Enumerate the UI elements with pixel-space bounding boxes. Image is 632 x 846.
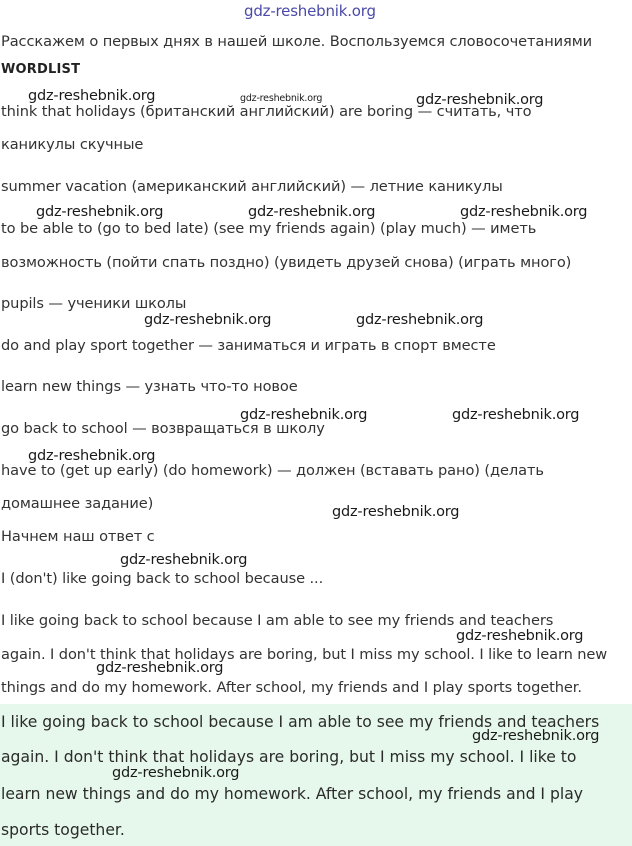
wordlist-item: do and play sport together — заниматься и играть в спорт вместе: [1, 337, 496, 354]
site-watermark: gdz-reshebnik.org: [356, 312, 484, 328]
highlighted-answer-box: [0, 704, 632, 846]
site-watermark: gdz-reshebnik.org: [416, 92, 544, 108]
site-watermark: gdz-reshebnik.org: [28, 448, 156, 464]
wordlist-item: каникулы скучные: [1, 136, 144, 153]
site-watermark: gdz-reshebnik.org: [144, 312, 272, 328]
highlighted-answer-line: learn new things and do my homework. After school, my friends and I play: [1, 785, 584, 803]
intro-text: Расскажем о первых днях в нашей школе. Воспользуемся словосочетаниями: [1, 33, 593, 50]
wordlist-item: think that holidays (британский английский) are boring — считать, что: [1, 103, 532, 120]
highlighted-answer-line: again. I don't think that holidays are boring, but I miss my school. I like to: [1, 748, 577, 766]
answer-line: again. I don't think that holidays are boring, but I miss my school. I like to learn new: [1, 646, 608, 663]
site-watermark: gdz-reshebnik.org: [240, 407, 368, 423]
wordlist-heading: WORDLIST: [1, 62, 81, 77]
answer-line: things and do my homework. After school, my friends and I play sports together.: [1, 679, 582, 696]
wordlist-item: возможность (пойти спать поздно) (увидеть друзей снова) (играть много): [1, 254, 572, 271]
site-watermark: gdz-reshebnik.org: [240, 93, 323, 104]
site-watermark: gdz-reshebnik.org: [332, 504, 460, 520]
answer-line: I like going back to school because I am able to see my friends and teachers: [1, 612, 554, 629]
site-watermark: gdz-reshebnik.org: [248, 204, 376, 220]
wordlist-item: have to (get up early) (do homework) — должен (вставать рано) (делать: [1, 462, 544, 479]
site-watermark: gdz-reshebnik.org: [28, 88, 156, 104]
wordlist-item: to be able to (go to bed late) (see my friends again) (play much) — иметь: [1, 220, 537, 237]
site-watermark: gdz-reshebnik.org: [112, 765, 240, 781]
site-watermark: gdz-reshebnik.org: [96, 660, 224, 676]
wordlist-item: домашнее задание): [1, 495, 154, 512]
site-watermark: gdz-reshebnik.org: [460, 204, 588, 220]
highlighted-answer-line: sports together.: [1, 821, 125, 839]
wordlist-item: learn new things — узнать что-то новое: [1, 378, 298, 395]
site-watermark: gdz-reshebnik.org: [452, 407, 580, 423]
start-label: Начнем наш ответ с: [1, 528, 155, 545]
wordlist-item: go back to school — возвращаться в школу: [1, 420, 325, 437]
site-watermark-top: gdz-reshebnik.org: [244, 2, 376, 20]
site-watermark: gdz-reshebnik.org: [36, 204, 164, 220]
site-watermark: gdz-reshebnik.org: [472, 728, 600, 744]
site-watermark: gdz-reshebnik.org: [120, 552, 248, 568]
highlighted-answer-line: I like going back to school because I am able to see my friends and teachers: [1, 713, 600, 731]
site-watermark: gdz-reshebnik.org: [456, 628, 584, 644]
wordlist-item: pupils — ученики школы: [1, 295, 187, 312]
start-phrase: I (don't) like going back to school because ...: [1, 570, 324, 587]
wordlist-item: summer vacation (американский английский) — летние каникулы: [1, 178, 503, 195]
